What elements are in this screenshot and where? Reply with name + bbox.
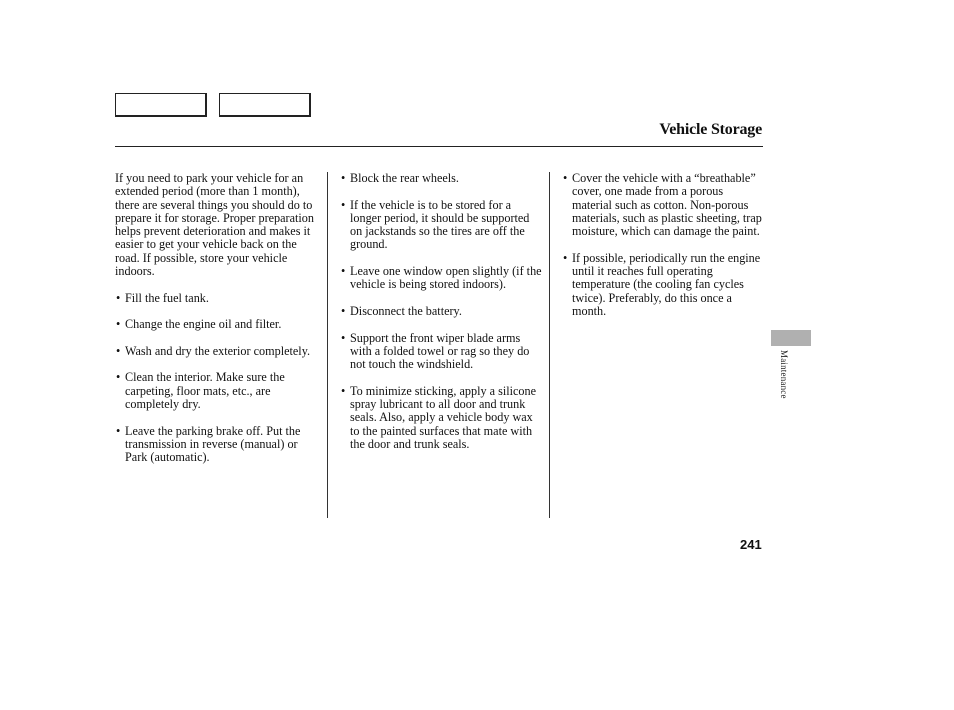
list-item: • Disconnect the battery. [340, 305, 542, 318]
list-item: • Change the engine oil and filter. [115, 318, 318, 331]
list-item: • If the vehicle is to be stored for a longer period, it should be supported on jackstands so the tires are off the ground. [340, 199, 542, 252]
section-tab-label: Maintenance [779, 350, 789, 399]
storage-checklist-3 [562, 172, 764, 318]
page-number: 241 [740, 537, 762, 552]
list-item: • Clean the interior. Make sure the carpeting, floor mats, etc., are completely dry. [115, 371, 318, 411]
title-divider [115, 146, 763, 147]
list-item: • If possible, periodically run the engine until it reaches full operating temperature (the cooling fan cycles twice). Preferably, do this once a month. [562, 252, 764, 318]
list-item: • Leave the parking brake off. Put the transmission in reverse (manual) or Park (automatic). [115, 425, 318, 465]
section-tab[interactable] [771, 330, 811, 346]
column-3 [562, 172, 764, 318]
list-item: • Support the front wiper blade arms with a folded towel or rag so they do not touch the windshield. [340, 332, 542, 372]
list-item: • Cover the vehicle with a “breathable” cover, one made from a porous material such as cotton. Non-porous materials, such as plastic sheeting, trap moisture, which can damage the paint. [562, 172, 764, 238]
storage-checklist-1 [115, 292, 318, 465]
main-menu-button[interactable] [115, 93, 207, 117]
storage-checklist-2 [340, 172, 542, 451]
list-item: • Leave one window open slightly (if the vehicle is being stored indoors). [340, 265, 542, 292]
list-item: • Block the rear wheels. [340, 172, 542, 185]
table-of-contents-button[interactable] [219, 93, 311, 117]
intro-paragraph: If you need to park your vehicle for an extended period (more than 1 month), there are several things you should do to prepare it for storage. Proper preparation helps prevent deterioration and makes it easier to get your vehicle back on the road. If possible, store your vehicle indoors. [115, 171, 314, 279]
list-item: • To minimize sticking, apply a silicone spray lubricant to all door and trunk seals. Also, apply a vehicle body wax to the painted surfaces that mate with the door and trunk seals. [340, 385, 542, 451]
page-title: Vehicle Storage [659, 121, 762, 138]
list-item: • Wash and dry the exterior completely. [115, 345, 318, 358]
column-divider [549, 172, 550, 518]
column-2 [340, 172, 542, 451]
column-1 [115, 172, 318, 465]
column-divider [327, 172, 328, 518]
list-item: • Fill the fuel tank. [115, 292, 318, 305]
